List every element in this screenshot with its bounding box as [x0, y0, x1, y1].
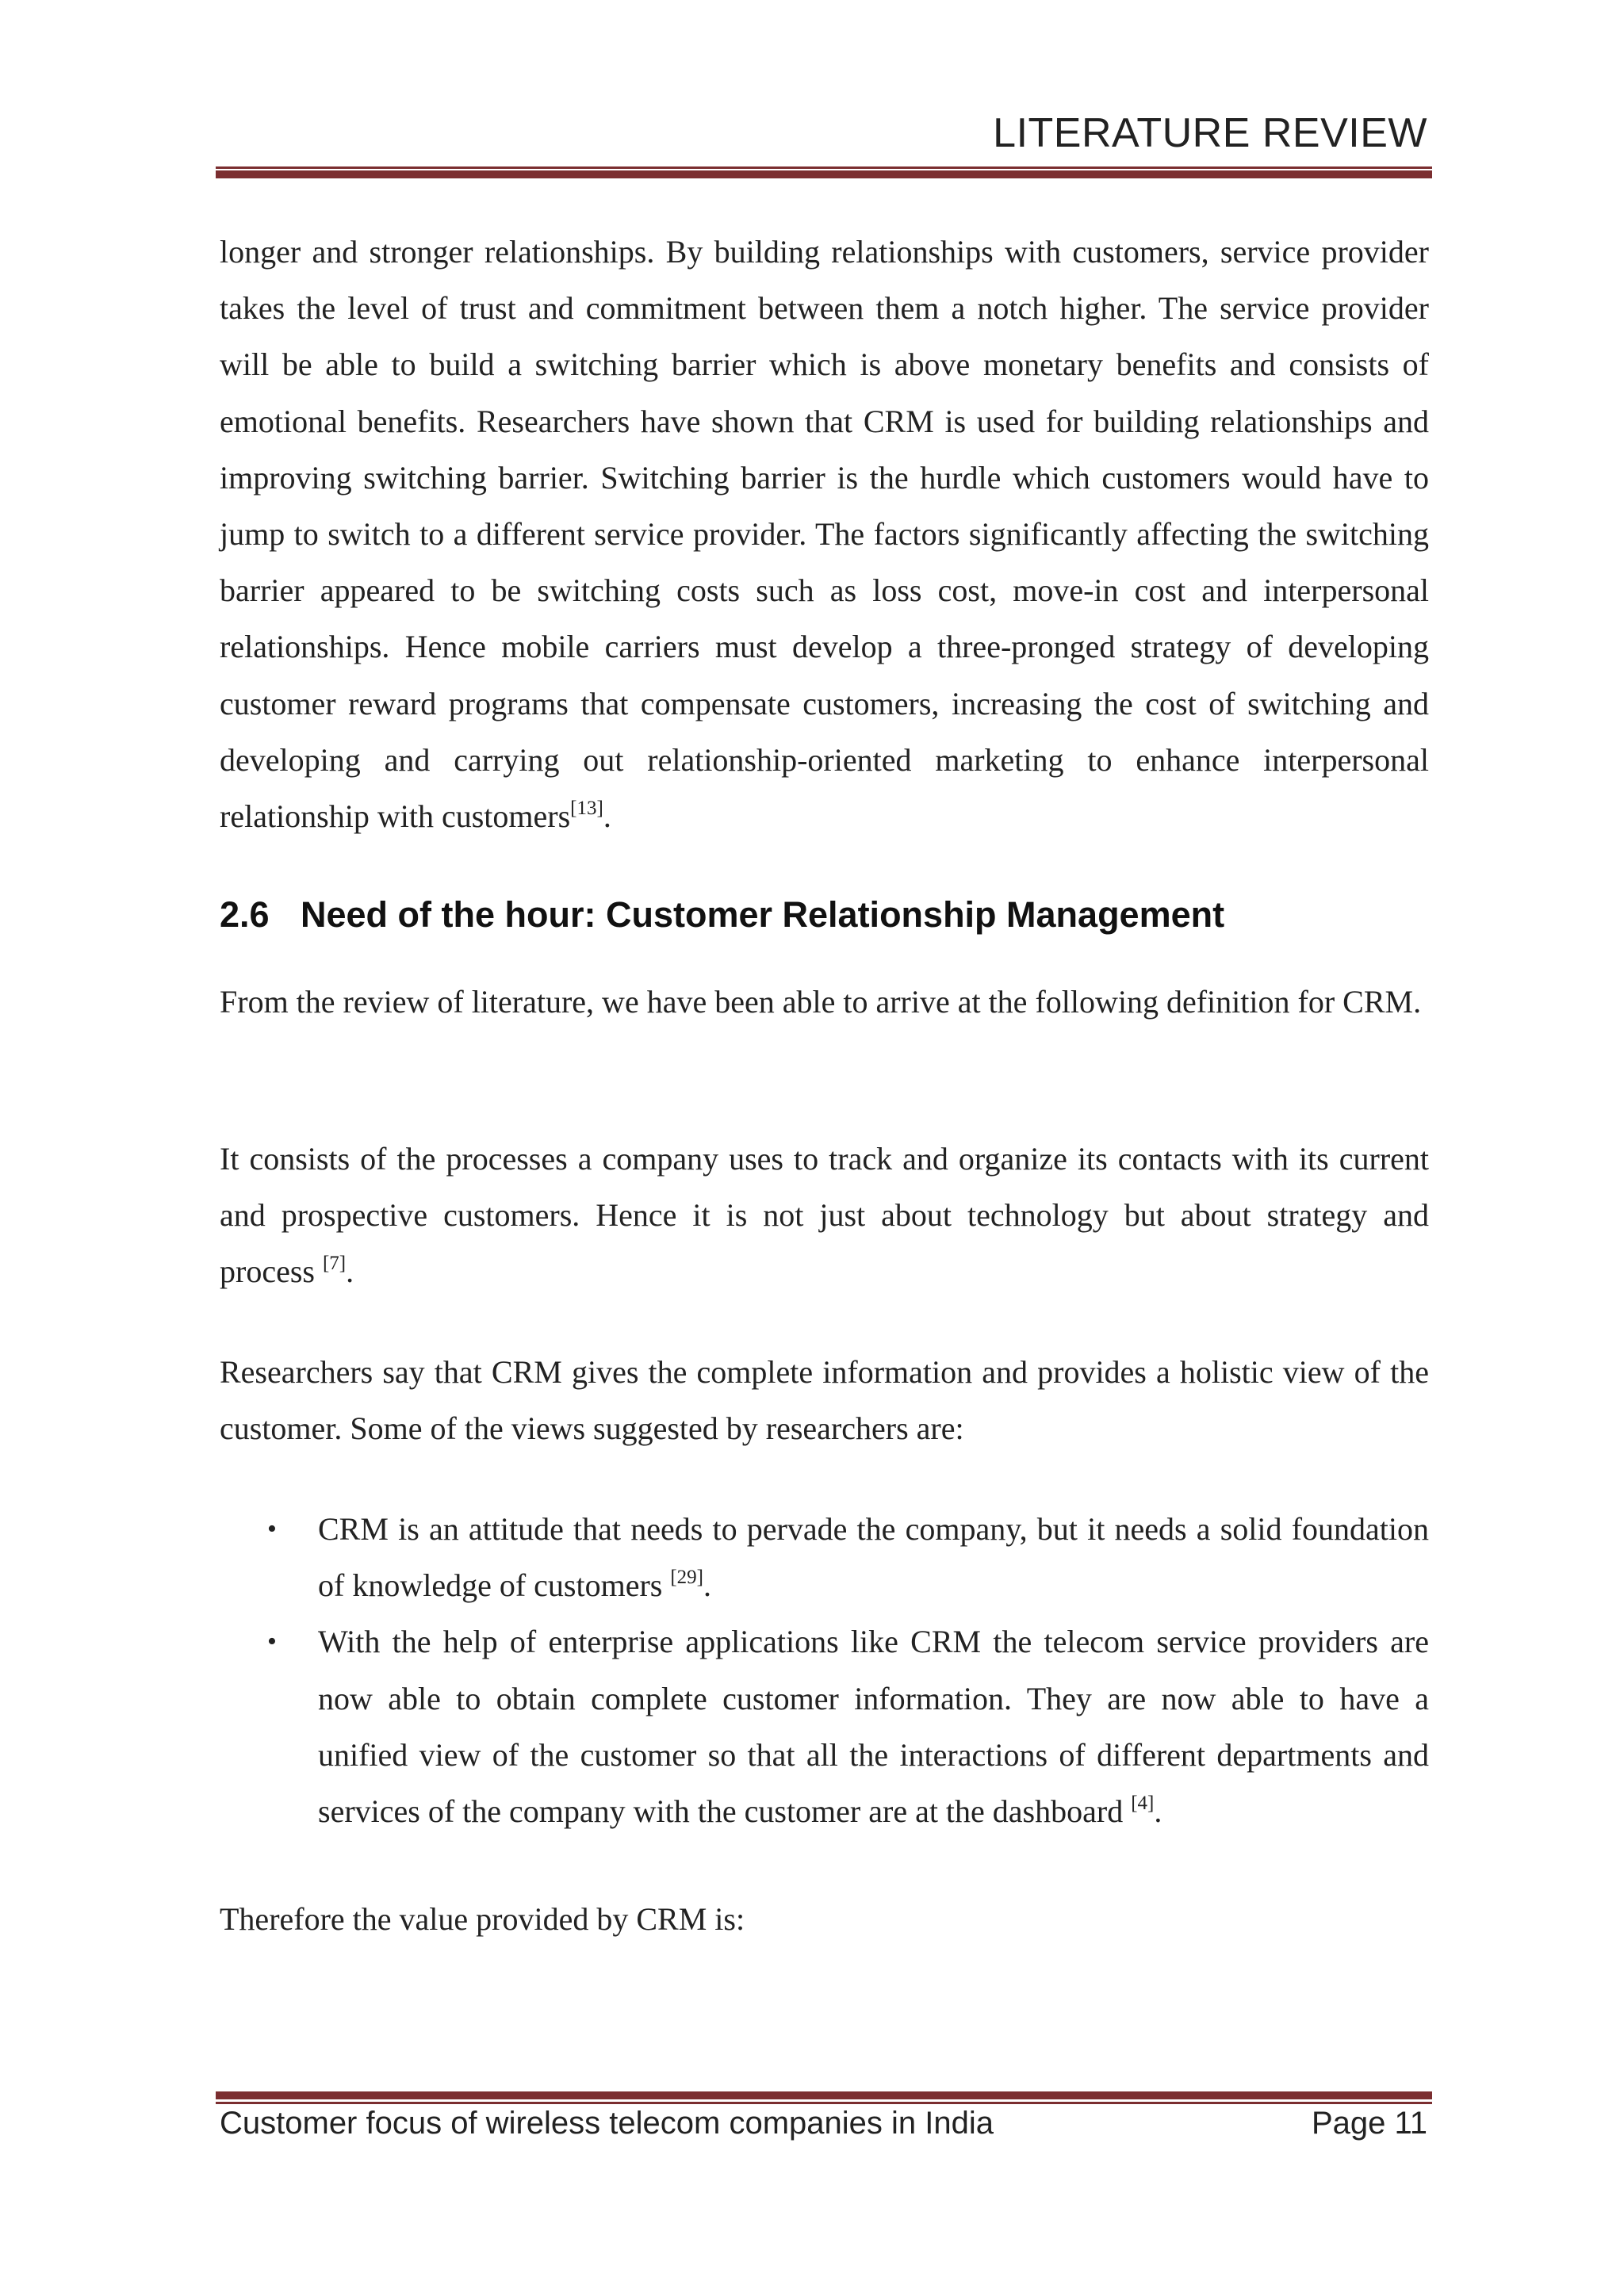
- definition-paragraph-block: [220, 974, 1429, 1030]
- value-paragraph-block: [220, 1891, 1429, 1947]
- footer-rule-thick: [216, 2091, 1432, 2099]
- processes-paragraph-block: [220, 1131, 1429, 1300]
- section-number: 2.6: [220, 894, 270, 935]
- list-item-text: With the help of enterprise applications like CRM the telecom service providers are now able to obtain complete customer information. They are now able to have a unified view of the customer so that all the interactions of different departments and services of the company with the customer are at the dashboard: [318, 1624, 1429, 1830]
- citation-4: [4]: [1131, 1793, 1155, 1815]
- bullet-marker: •: [267, 1514, 277, 1544]
- researchers-paragraph-block: [220, 1344, 1429, 1456]
- list-item-text: CRM is an attitude that needs to pervade the company, but it needs a solid foundation of knowledge of customers: [318, 1511, 1429, 1604]
- definition-paragraph: From the review of literature, we have been able to arrive at the following definition for CRM.: [220, 984, 1422, 1020]
- bullet-marker: •: [267, 1627, 277, 1657]
- running-header-title: LITERATURE REVIEW: [993, 110, 1427, 156]
- page-number: Page 11: [1311, 2106, 1427, 2141]
- bullet-list: [220, 1501, 1429, 1839]
- intro-paragraph-block: [220, 224, 1429, 844]
- processes-paragraph: [220, 1131, 1429, 1300]
- header-rule-thin: [216, 166, 1432, 169]
- header-rule-thick: [216, 170, 1432, 178]
- bullet-list-block: [220, 1501, 1429, 1839]
- section-heading: [220, 894, 1224, 936]
- list-item: [220, 1501, 1429, 1613]
- footer-rule-thin: [216, 2102, 1432, 2104]
- list-item-end: .: [703, 1567, 711, 1604]
- section-title: Need of the hour: Customer Relationship Management: [301, 894, 1225, 935]
- intro-paragraph-end: .: [603, 798, 611, 835]
- list-item-end: .: [1154, 1793, 1162, 1830]
- processes-paragraph-text: It consists of the processes a company uses to track and organize its contacts with its current and prospective customers. Hence it is not just about technology but about strategy and process: [220, 1141, 1429, 1290]
- researchers-paragraph: Researchers say that CRM gives the complete information and provides a holistic view of the customer. Some of the views suggested by researchers are:: [220, 1354, 1429, 1447]
- citation-13: [13]: [570, 798, 603, 820]
- processes-paragraph-end: .: [346, 1253, 354, 1290]
- citation-29: [29]: [670, 1567, 703, 1589]
- citation-7: [7]: [322, 1253, 347, 1275]
- intro-paragraph-text: longer and stronger relationships. By building relationships with customers, service provider takes the level of trust and commitment between them a notch higher. The service provider will be able to build a switching barrier which is above monetary benefits and consists of emotional benefits. Researchers have shown that CRM is used for building relationships and improving switching barrier. Switching barrier is the hurdle which customers would have to jump to switch to a different service provider. The factors significantly affecting the switching barrier appeared to be switching costs such as loss cost, move-in cost and interpersonal relationships. Hence mobile carriers must develop a three-pronged strategy of developing customer reward programs that compensate customers, increasing the cost of switching and developing and carrying out relationship-oriented marketing to enhance interpersonal relationship with customers: [220, 234, 1429, 835]
- list-item: [220, 1613, 1429, 1839]
- intro-paragraph: [220, 224, 1429, 844]
- running-footer-title: Customer focus of wireless telecom companies in India: [220, 2106, 994, 2141]
- value-paragraph: Therefore the value provided by CRM is:: [220, 1901, 745, 1937]
